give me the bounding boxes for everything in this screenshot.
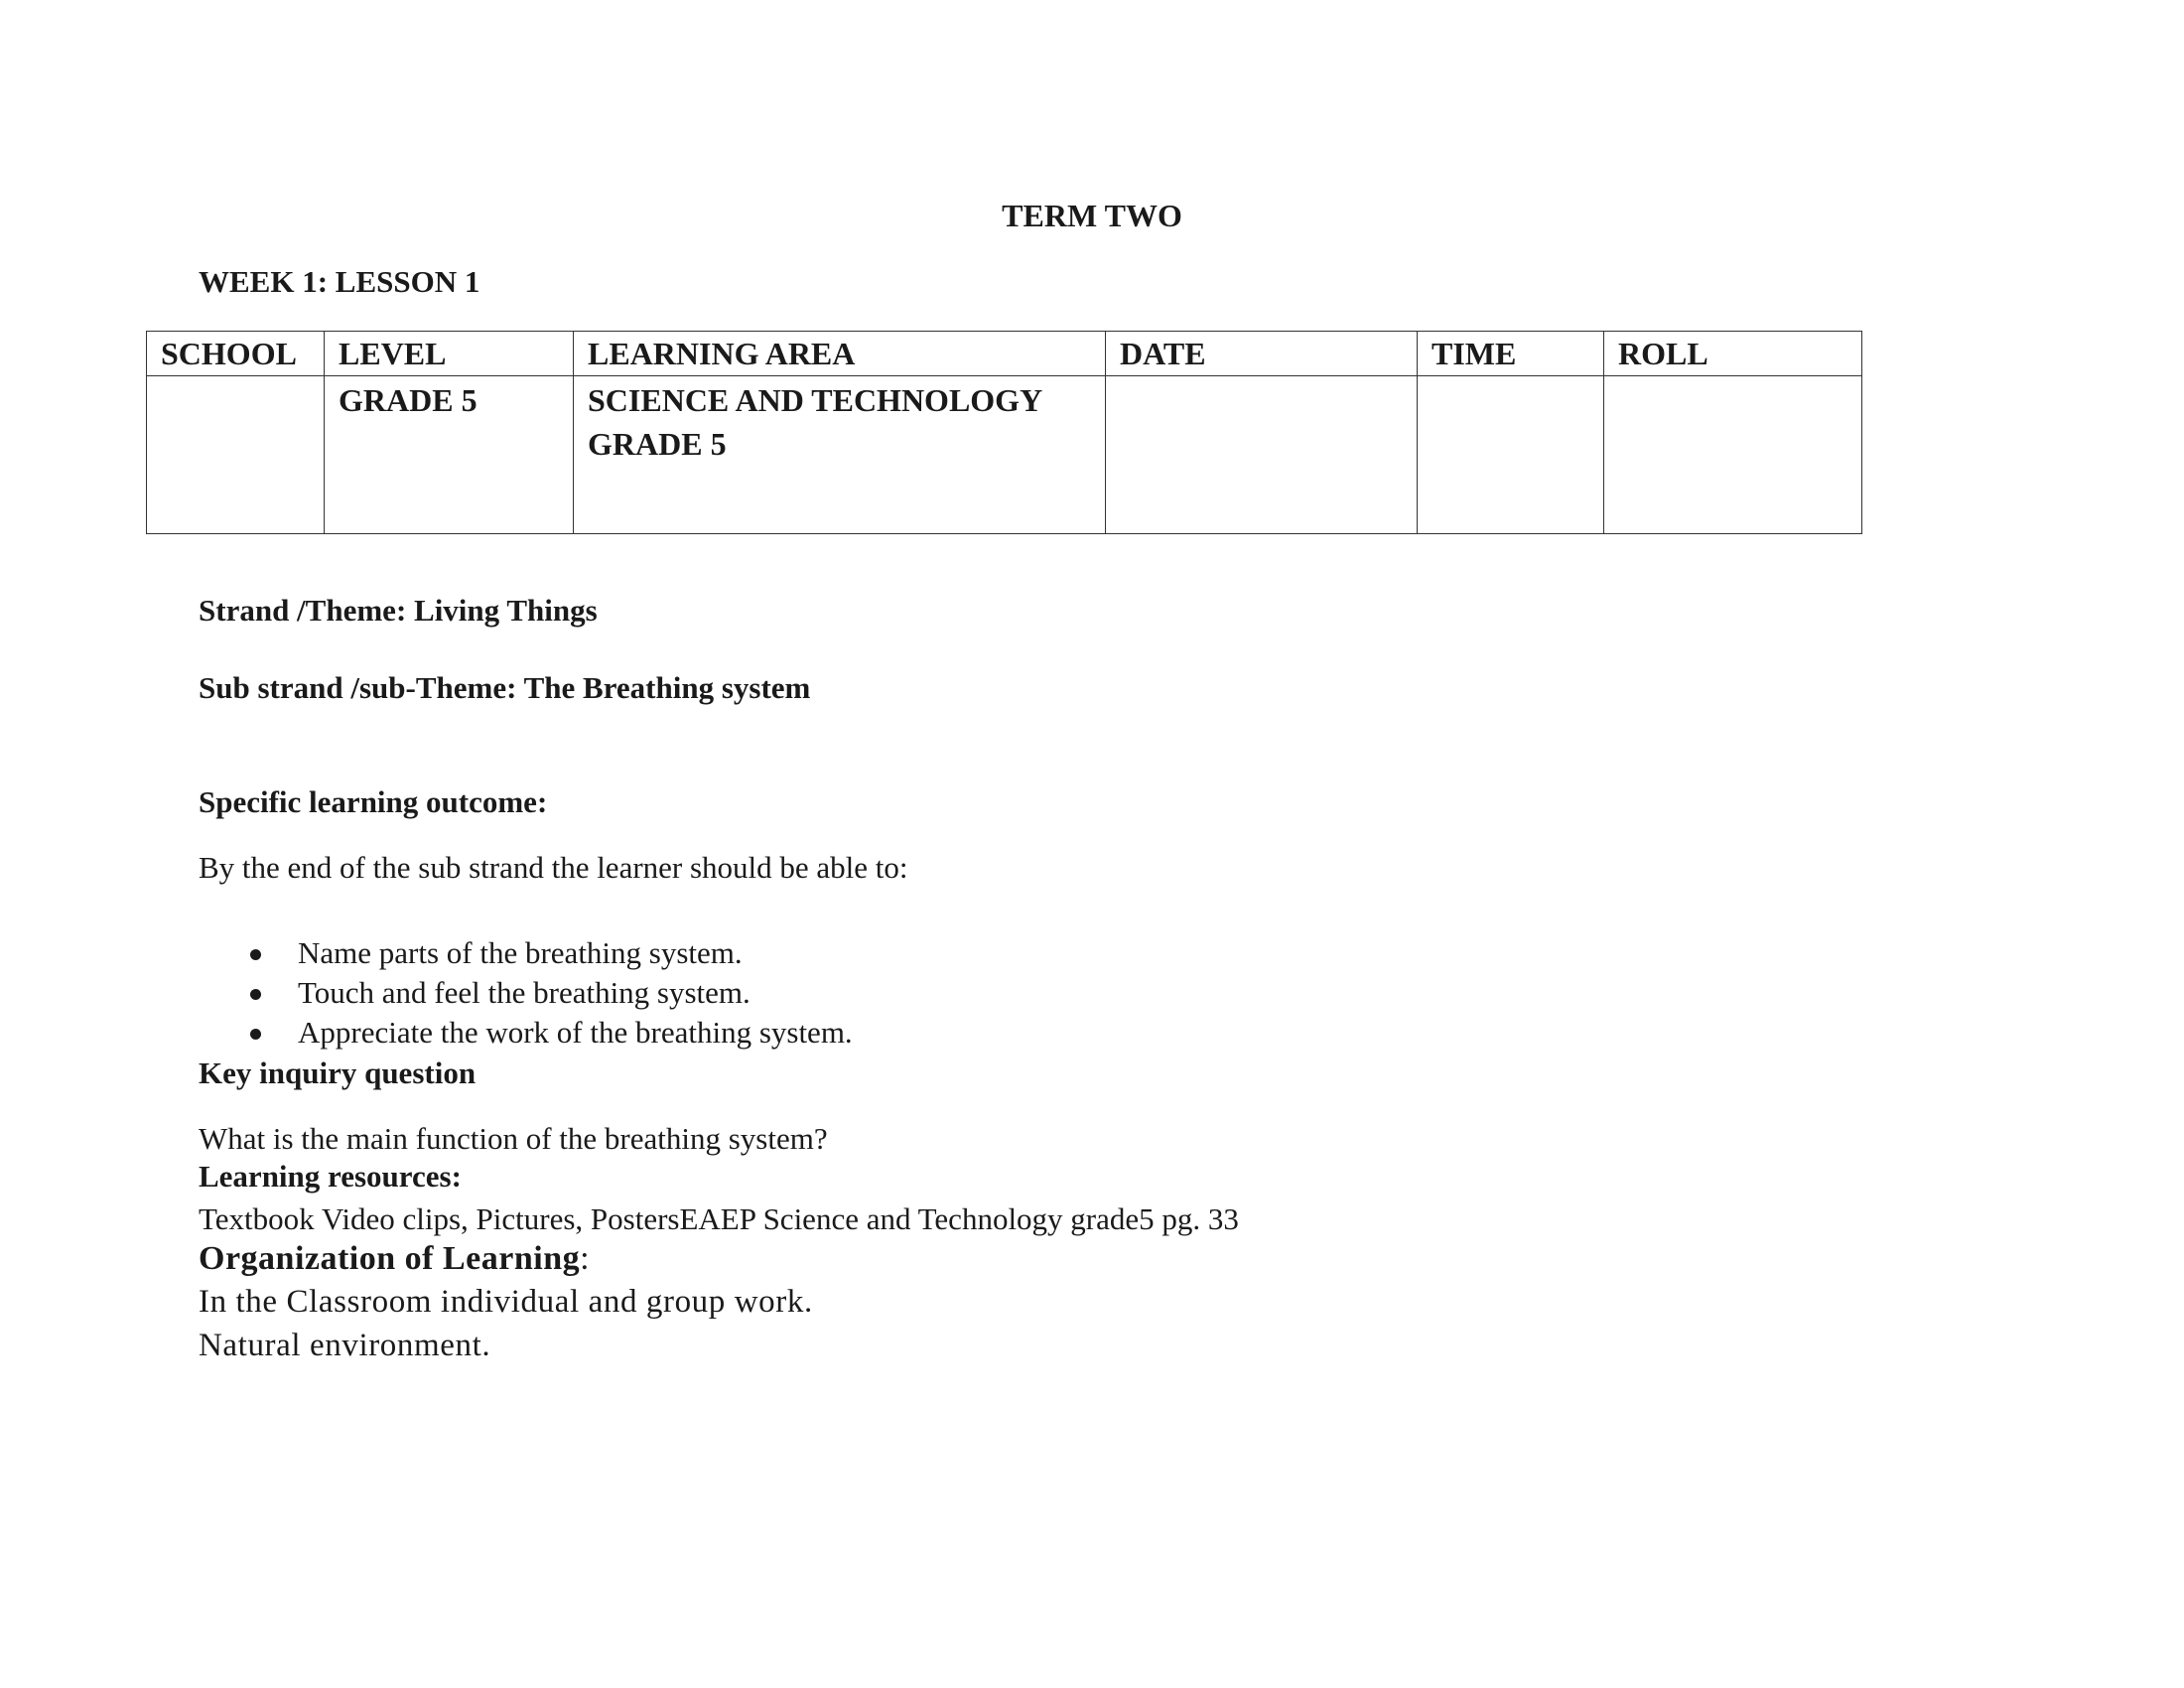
strand-theme bbox=[199, 593, 598, 629]
outcomes-list bbox=[199, 933, 853, 1053]
organization-heading-label: Organization of Learning bbox=[199, 1240, 581, 1277]
header-level: LEVEL bbox=[325, 332, 574, 376]
list-item bbox=[199, 973, 853, 1013]
outcome-intro: By the end of the sub strand the learner should be able to: bbox=[199, 850, 908, 885]
specific-learning-outcome-heading: Specific learning outcome: bbox=[199, 784, 548, 819]
key-inquiry-heading: Key inquiry question bbox=[199, 1055, 477, 1090]
header-time: TIME bbox=[1418, 332, 1604, 376]
list-item bbox=[199, 1013, 853, 1053]
cell-roll bbox=[1604, 376, 1862, 534]
header-roll: ROLL bbox=[1604, 332, 1862, 376]
learning-resources-text: Textbook Video clips, Pictures, PostersEAEP Science and Technology grade5 pg. 33 bbox=[199, 1201, 1239, 1236]
table-row bbox=[147, 376, 1862, 534]
cell-date bbox=[1106, 376, 1418, 534]
cell-time bbox=[1418, 376, 1604, 534]
learning-area-line2: GRADE 5 bbox=[588, 426, 727, 462]
cell-level: GRADE 5 bbox=[325, 376, 574, 534]
cell-learning-area bbox=[574, 376, 1106, 534]
lesson-details-table bbox=[146, 331, 1862, 534]
key-inquiry-question: What is the main function of the breathing system? bbox=[199, 1121, 828, 1156]
organization-heading-colon: : bbox=[580, 1240, 591, 1277]
strand-label: Strand /Theme bbox=[199, 593, 396, 628]
bullet-icon bbox=[250, 989, 261, 1000]
bullet-icon bbox=[250, 949, 261, 960]
header-date: DATE bbox=[1106, 332, 1418, 376]
organization-line-1: In the Classroom individual and group work. bbox=[199, 1284, 813, 1320]
list-item bbox=[199, 933, 853, 973]
table-header-row bbox=[147, 332, 1862, 376]
term-title: TERM TWO bbox=[1002, 198, 1182, 233]
header-learning-area: LEARNING AREA bbox=[574, 332, 1106, 376]
header-school: SCHOOL bbox=[147, 332, 325, 376]
organization-heading bbox=[199, 1240, 590, 1278]
learning-resources-heading: Learning resources: bbox=[199, 1159, 462, 1194]
learning-area-line1: SCIENCE AND TECHNOLOGY bbox=[588, 382, 1043, 418]
strand-value: : Living Things bbox=[395, 593, 598, 628]
organization-line-2: Natural environment. bbox=[199, 1328, 491, 1363]
sub-strand-theme: Sub strand /sub-Theme: The Breathing system bbox=[199, 670, 811, 705]
outcome-text: Touch and feel the breathing system. bbox=[298, 975, 751, 1010]
cell-school bbox=[147, 376, 325, 534]
outcome-text: Name parts of the breathing system. bbox=[298, 935, 743, 970]
outcome-text: Appreciate the work of the breathing system. bbox=[298, 1015, 853, 1050]
week-lesson-heading: WEEK 1: LESSON 1 bbox=[199, 264, 480, 299]
bullet-icon bbox=[250, 1029, 261, 1040]
